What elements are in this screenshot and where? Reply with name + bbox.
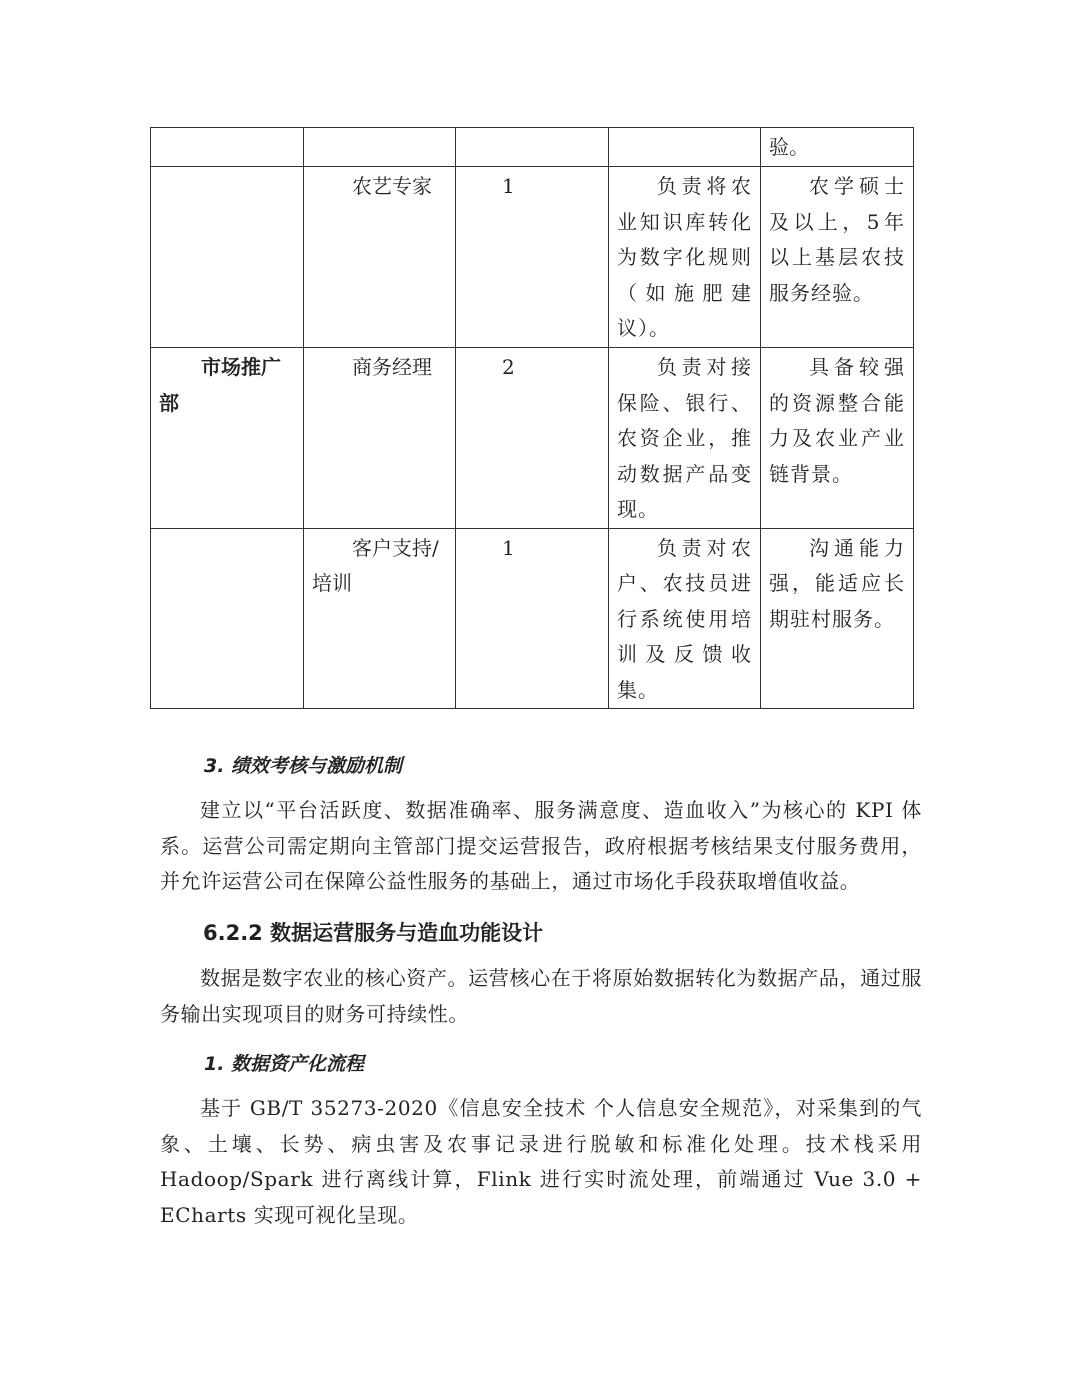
cell-duty: 负责对接保险、银行、农资企业，推动数据产品变现。 bbox=[609, 348, 761, 529]
subsection-1-heading: 1. 数据资产化流程 bbox=[204, 1053, 365, 1075]
cell-duty bbox=[609, 128, 761, 167]
section-3-paragraph: 建立以“平台活跃度、数据准确率、服务满意度、造血收入”为核心的 KPI 体系。运营公司需定期向主管部门提交运营报告，政府根据考核结果支付服务费用，并允许运营公司在保障公益性服务的基础上，通过市场化手段获取增值收益。 bbox=[160, 798, 922, 894]
cell-duty: 负责将农业知识库转化为数字化规则（如施肥建议）。 bbox=[609, 167, 761, 348]
cell-requirement: 具备较强的资源整合能力及农业产业链背景。 bbox=[761, 348, 914, 529]
table-row bbox=[151, 348, 914, 529]
table-row bbox=[151, 128, 914, 167]
section-622-paragraph: 数据是数字农业的核心资产。运营核心在于将原始数据转化为数据产品，通过服务输出实现项目的财务可持续性。 bbox=[160, 966, 922, 1026]
cell-role: 农艺专家 bbox=[304, 167, 456, 348]
cell-role: 客户支持/培训 bbox=[304, 528, 456, 709]
cell-role: 商务经理 bbox=[304, 348, 456, 529]
cell-duty: 负责对农户、农技员进行系统使用培训及反馈收集。 bbox=[609, 528, 761, 709]
cell-headcount bbox=[456, 128, 609, 167]
section-622-heading: 6.2.2 数据运营服务与造血功能设计 bbox=[203, 921, 544, 945]
table-row bbox=[151, 528, 914, 709]
cell-requirement: 沟通能力强，能适应长期驻村服务。 bbox=[761, 528, 914, 709]
subsection-1-paragraph: 基于 GB/T 35273-2020《信息安全技术 个人信息安全规范》，对采集到的气象、土壤、长势、病虫害及农事记录进行脱敏和标准化处理。技术栈采用 Hadoop/Spark 进行离线计算，Flink 进行实时流处理，前端通过 Vue 3.0 + ECharts 实现可视化呈现。 bbox=[160, 1096, 922, 1228]
cell-headcount: 1 bbox=[456, 528, 609, 709]
cell-department bbox=[151, 528, 304, 709]
cell-department bbox=[151, 167, 304, 348]
cell-role bbox=[304, 128, 456, 167]
staffing-table bbox=[150, 127, 914, 709]
cell-department: 市场推广部 bbox=[151, 348, 304, 529]
section-3-heading: 3. 绩效考核与激励机制 bbox=[204, 755, 403, 777]
cell-headcount: 2 bbox=[456, 348, 609, 529]
cell-headcount: 1 bbox=[456, 167, 609, 348]
cell-department bbox=[151, 128, 304, 167]
cell-requirement: 验。 bbox=[761, 128, 914, 167]
cell-requirement: 农学硕士及以上，5年以上基层农技服务经验。 bbox=[761, 167, 914, 348]
table-row bbox=[151, 167, 914, 348]
